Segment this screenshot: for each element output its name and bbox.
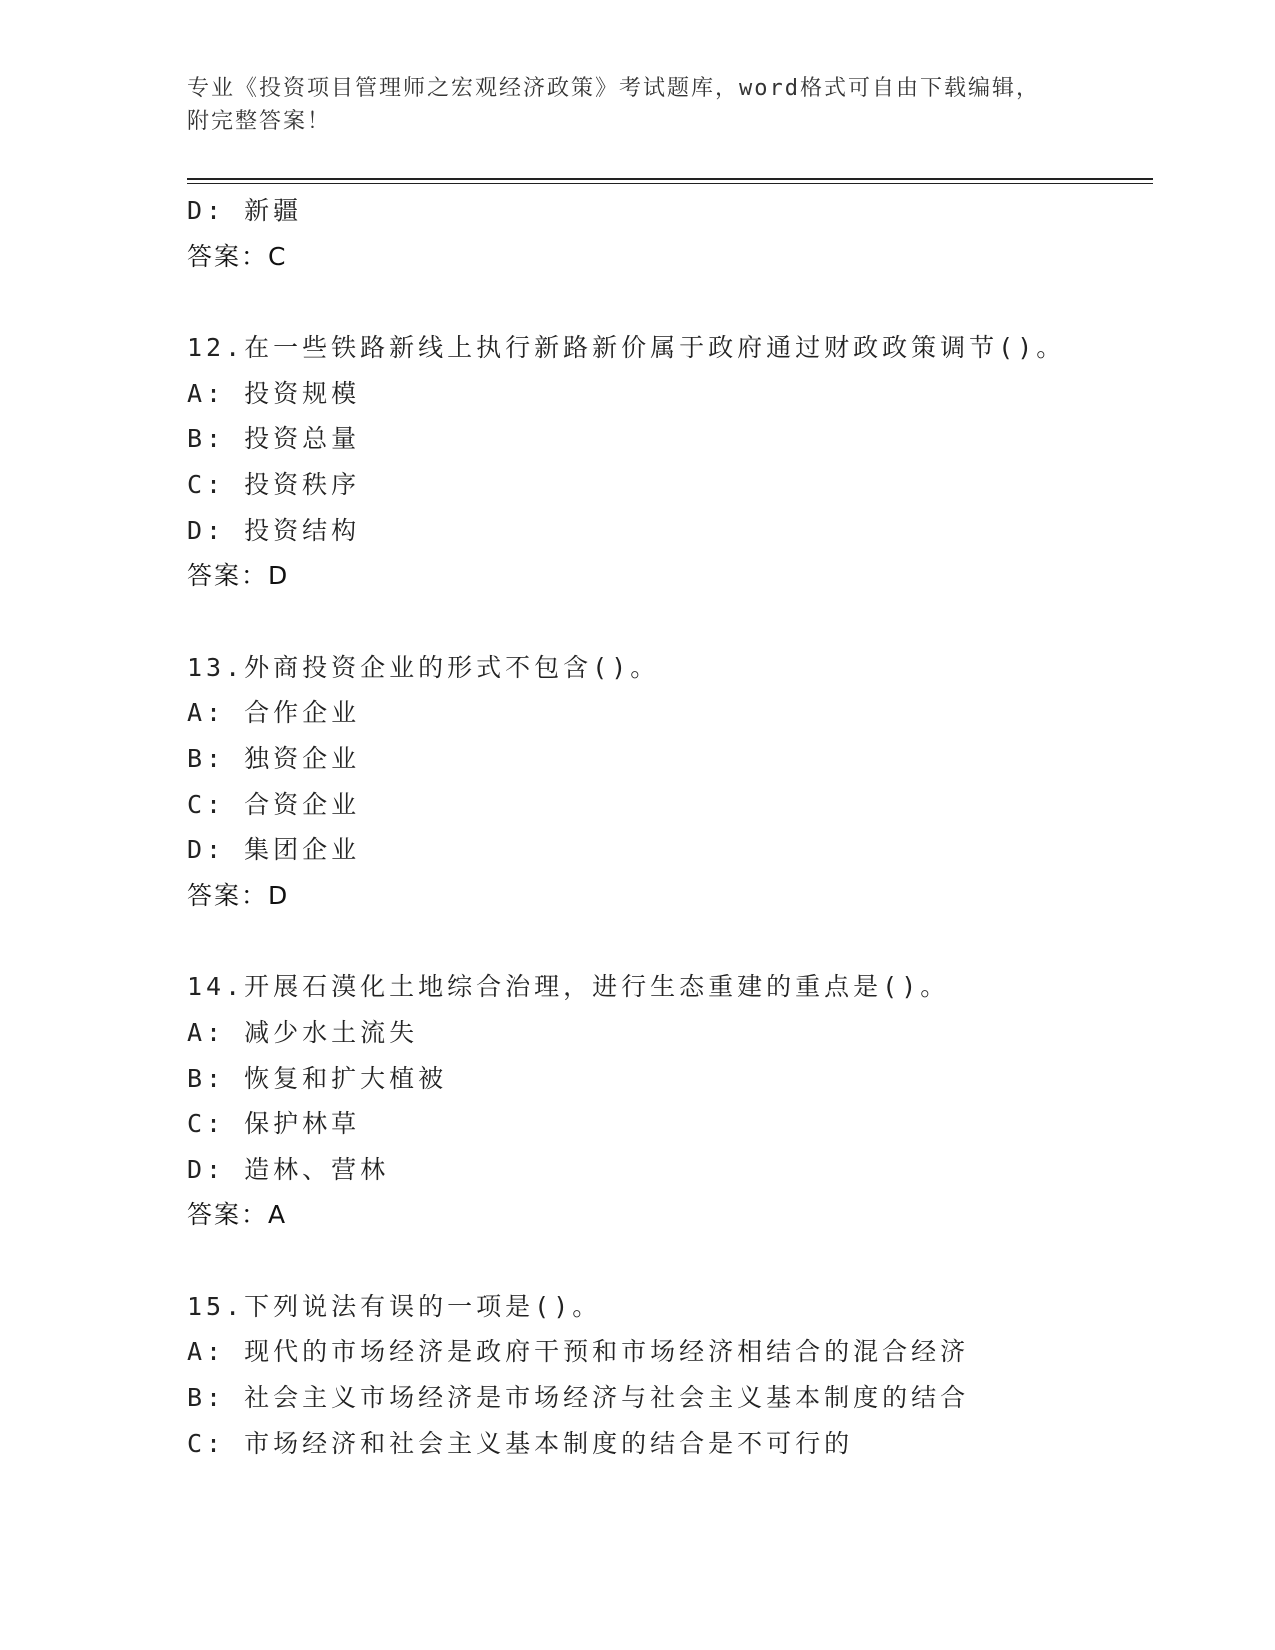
- option-d: D: 集团企业: [187, 835, 361, 865]
- spacer: [187, 1238, 1167, 1284]
- option-c: C: 合资企业: [187, 789, 361, 819]
- question-block-14: [187, 964, 1167, 1238]
- option-b: B: 投资总量: [187, 424, 361, 454]
- spacer: [187, 918, 1167, 964]
- option-b: B: 恢复和扩大植被: [187, 1063, 448, 1093]
- option-a: A: 减少水土流失: [187, 1017, 419, 1047]
- answer: 答案：C: [187, 241, 288, 271]
- question-text: 14.开展石漠化土地综合治理，进行生态重建的重点是()。: [187, 972, 950, 1002]
- document-header: [187, 72, 1107, 138]
- question-block-13: [187, 645, 1167, 919]
- option-b: B: 独资企业: [187, 743, 361, 773]
- option-b: B: 社会主义市场经济是市场经济与社会主义基本制度的结合: [187, 1383, 970, 1413]
- answer: 答案：D: [187, 880, 290, 910]
- option-c: C: 保护林草: [187, 1109, 361, 1139]
- question-block-12: [187, 325, 1167, 599]
- header-line-2: 附完整答案！: [187, 109, 332, 134]
- header-divider-thin: [187, 183, 1153, 184]
- spacer: [187, 279, 1167, 325]
- question-text: 12.在一些铁路新线上执行新路新价属于政府通过财政政策调节()。: [187, 333, 1066, 363]
- option-d: D: 投资结构: [187, 515, 361, 545]
- question-block-11: [187, 188, 1167, 279]
- question-text: 15.下列说法有误的一项是()。: [187, 1291, 602, 1321]
- option-a: A: 投资规模: [187, 378, 361, 408]
- option-d: D: 造林、营林: [187, 1154, 390, 1184]
- header-divider-thick: [187, 178, 1153, 180]
- question-text: 13.外商投资企业的形式不包含()。: [187, 652, 660, 682]
- question-block-15: [187, 1284, 1167, 1466]
- answer: 答案：A: [187, 1200, 288, 1230]
- answer: 答案：D: [187, 561, 290, 591]
- option-a: A: 合作企业: [187, 698, 361, 728]
- question-list: [187, 188, 1167, 1466]
- option-a: A: 现代的市场经济是政府干预和市场经济相结合的混合经济: [187, 1337, 970, 1367]
- header-line-1: 专业《投资项目管理师之宏观经济政策》考试题库，word格式可自由下载编辑，: [187, 76, 1040, 101]
- option-d: D: 新疆: [187, 196, 303, 225]
- option-c: C: 投资秩序: [187, 469, 361, 499]
- spacer: [187, 599, 1167, 645]
- option-c: C: 市场经济和社会主义基本制度的结合是不可行的: [187, 1428, 854, 1458]
